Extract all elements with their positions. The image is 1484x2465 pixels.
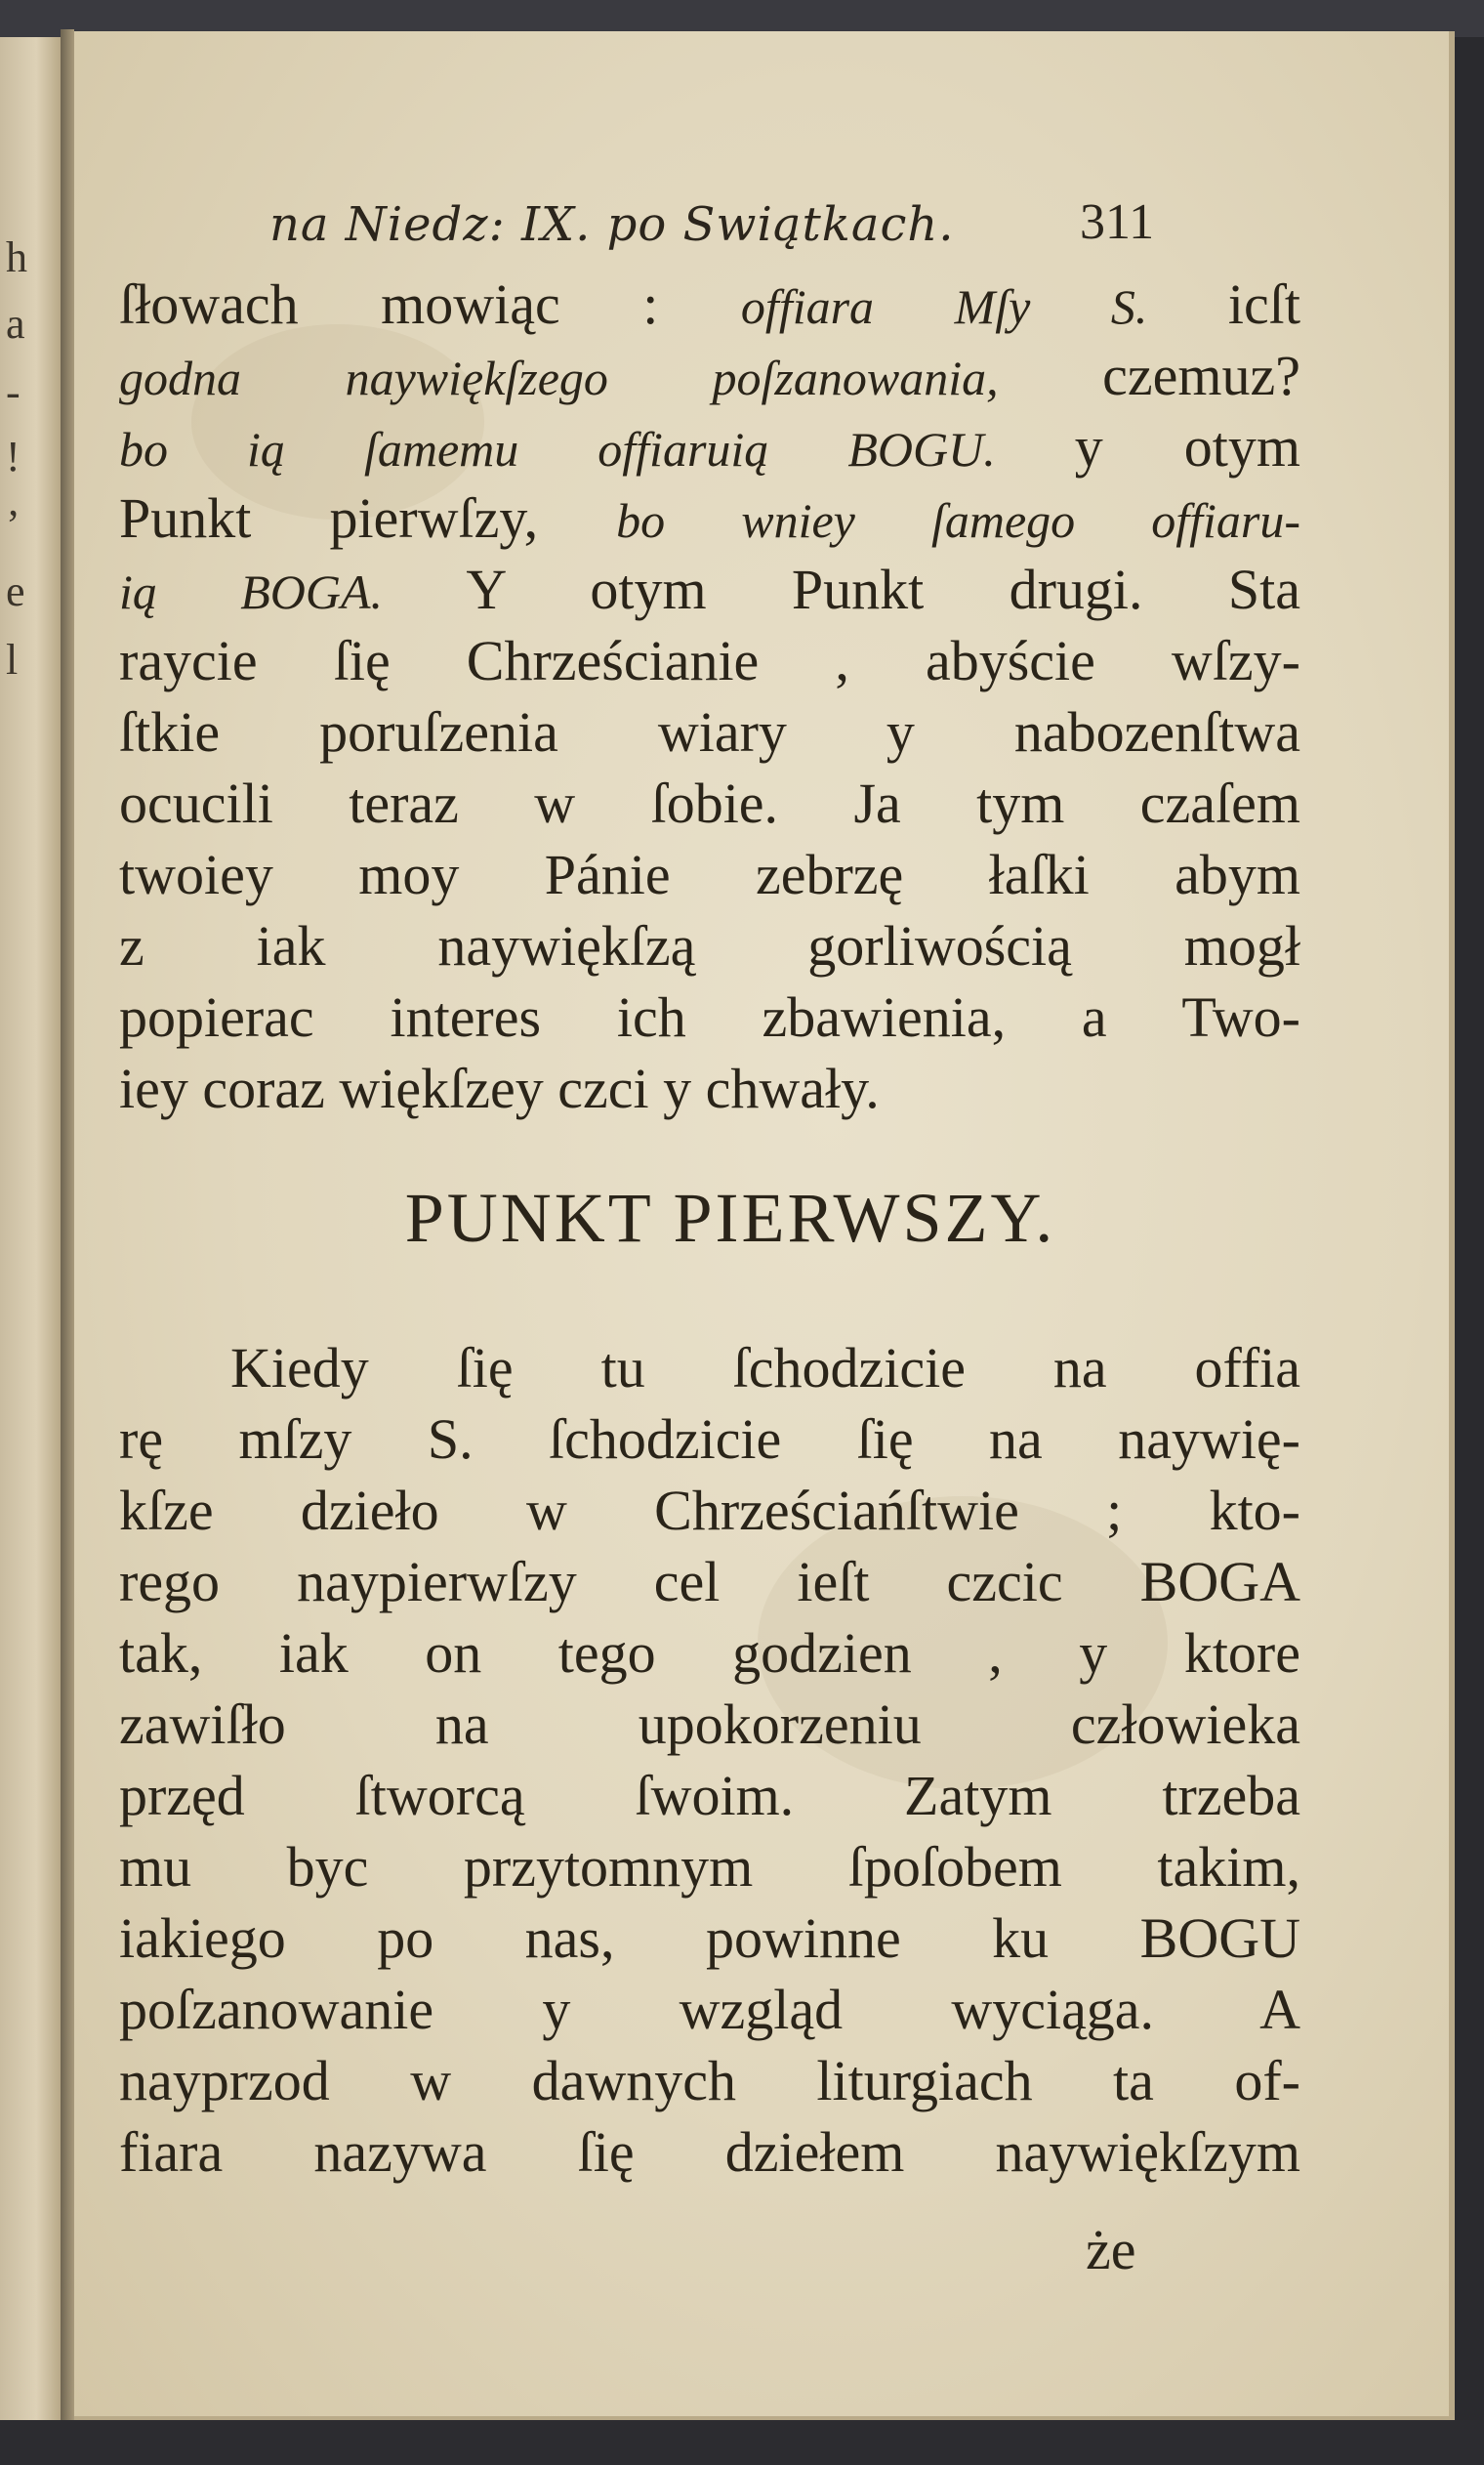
running-head: na Niedz: IX. po Swiątkach. xyxy=(269,197,955,252)
book-gutter xyxy=(61,29,74,2432)
book-page xyxy=(74,31,1455,2420)
roman-run: z iak naywiękſzą gorliwością mogł xyxy=(119,914,1300,978)
roman-run: Y otym Punkt drugi. Sta xyxy=(466,558,1300,621)
text-line xyxy=(119,698,1300,767)
page-header xyxy=(74,178,1455,256)
scan-bottom-border xyxy=(0,2420,1484,2465)
text-line xyxy=(119,413,1300,483)
edge-glyph: a xyxy=(6,300,25,348)
edge-glyph: l xyxy=(6,636,19,684)
italic-run: bo wniey ſamego offiaru- xyxy=(616,493,1300,548)
facing-page-edge xyxy=(0,37,62,2420)
text-line: iakiego po nas, powinne ku BOGU xyxy=(119,1906,1300,1970)
roman-run: czemuz? xyxy=(1102,344,1300,407)
text-line: zawiſło na upokorzeniu człowieka xyxy=(119,1692,1300,1756)
edge-glyph: ’ xyxy=(6,501,21,549)
text-line: przęd ſtworcą ſwoim. Zatym trzeba xyxy=(119,1764,1300,1827)
text-line: poſzanowanie y wzgląd wyciąga. A xyxy=(119,1978,1300,2041)
section-heading: PUNKT PIERWSZY. xyxy=(404,1179,1056,1257)
text-line: rego naypierwſzy cel ieſt czcic BOGA xyxy=(119,1550,1300,1613)
text-line xyxy=(119,484,1300,555)
text-line: fiara nazywa ſię dziełem naywiękſzym xyxy=(119,2120,1300,2184)
text-line: rę mſzy S. ſchodzicie ſię na naywię- xyxy=(119,1407,1300,1471)
text-line xyxy=(119,627,1300,695)
italic-run: bo ią ſamemu offiaruią BOGU. xyxy=(119,422,1075,477)
italic-run: godna naywiękſzego poſzanowania, xyxy=(119,351,1103,405)
roman-run: iey coraz więkſzey czci y chwały. xyxy=(119,1057,880,1120)
roman-run: raycie ſię Chrześcianie , abyście wſzy- xyxy=(119,629,1300,692)
text-line: nayprzod w dawnych liturgiach ta of- xyxy=(119,2049,1300,2112)
text-line: mu byc przytomnym ſpoſobem takim, xyxy=(119,1835,1300,1899)
text-line xyxy=(119,342,1300,412)
roman-run: popierac interes ich zbawienia, a Two- xyxy=(119,985,1300,1049)
catchword: że xyxy=(1086,2218,1136,2281)
text-line xyxy=(119,983,1300,1052)
edge-glyph: e xyxy=(6,567,25,615)
roman-run: twoiey moy Pánie zebrzę łaſki abym xyxy=(119,843,1300,906)
roman-run: icſt xyxy=(1227,272,1300,336)
text-line xyxy=(119,556,1300,626)
text-line xyxy=(119,770,1300,838)
edge-glyph: ! xyxy=(6,433,21,480)
italic-run: offiara Mſy S. xyxy=(740,279,1228,334)
text-line: tak, iak on tego godzien , y ktore xyxy=(119,1621,1300,1685)
roman-run: y otym xyxy=(1074,415,1300,479)
edge-glyph: - xyxy=(6,368,21,416)
text-line xyxy=(119,841,1300,909)
text-line: kſze dzieło w Chrześciańſtwie ; kto- xyxy=(119,1479,1300,1542)
page-number: 311 xyxy=(1080,194,1155,250)
text-line xyxy=(119,1055,1300,1123)
italic-run: ią BOGA. xyxy=(119,564,467,619)
text-line xyxy=(119,912,1300,981)
roman-run: Punkt pierwſzy, xyxy=(119,486,617,550)
edge-glyph: h xyxy=(6,233,27,281)
roman-run: ſtkie poruſzenia wiary y nabozenſtwa xyxy=(119,700,1300,764)
text-line: Kiedy ſię tu ſchodzicie na offia xyxy=(230,1336,1300,1400)
roman-run: ſłowach mowiąc : xyxy=(119,272,741,336)
text-line xyxy=(119,271,1300,341)
roman-run: ocucili teraz w ſobie. Ja tym czaſem xyxy=(119,772,1300,835)
